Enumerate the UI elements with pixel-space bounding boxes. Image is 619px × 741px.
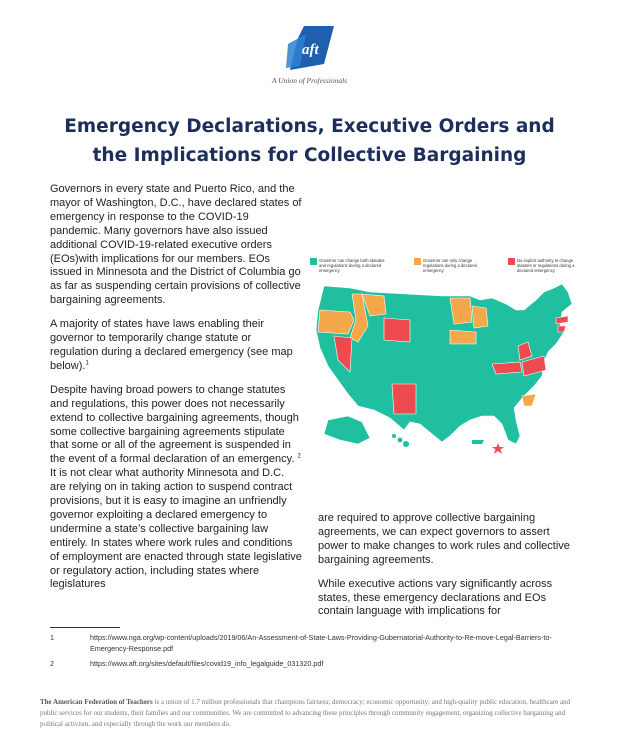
us-states-map — [310, 280, 592, 458]
title-line-1: Emergency Declarations, Executive Orders and — [64, 116, 555, 137]
paragraph-2-text: A majority of states have laws enabling their governor to temporarily change statute or regulation during a declared emergency (see map below). — [50, 318, 293, 372]
footnote-1 — [50, 632, 570, 654]
footnote-2-link[interactable]: https://www.aft.org/sites/default/files/covid19_info_legalguide_031320.pdf — [90, 659, 324, 668]
left-column — [50, 183, 302, 602]
footer-text: is a union of 1.7 million professionals that champions fairness; democracy; economic opportunity; and high-quality public education, healthcare and public services for our students, their families and our communities. We are committed to advancing these principles through community engagement, organizing collective bargaining and political activism, and especially through the work our members do. — [40, 698, 571, 728]
state-iowa — [450, 330, 476, 344]
footer-org-name: The American Federation of Teachers — [40, 698, 153, 706]
state-minnesota — [450, 298, 472, 324]
paragraph-3-text-a: Despite having broad powers to change statutes and regulations, this power does not necessarily extend to collective bargaining agreements, though some collective bargaining agreements stipulate that some or all of the agreement is suspended in the event of a formal declaration of an emergency. — [50, 383, 299, 466]
state-wyoming — [384, 318, 410, 342]
state-hawaii-2 — [398, 438, 403, 443]
state-new-mexico — [392, 384, 416, 414]
title-line-2: the Implications for Collective Bargaining — [92, 145, 527, 166]
legend-label-both: Governor can change both statutes and regulations during a declared emergency — [319, 258, 385, 273]
state-south-carolina — [522, 394, 536, 406]
us-map-figure — [310, 258, 592, 458]
right-column — [318, 512, 576, 629]
dc-star-icon — [492, 443, 504, 454]
tagline: A Union of Professionals — [271, 76, 348, 85]
logo-text: aft — [302, 42, 319, 58]
paragraph-1: Governors in every state and Puerto Rico, and the mayor of Washington, D.C., have declared states of emergency in response to the COVID-19 pandemic. Many governors have also issued additional COVID-19-related executive orders (EOs)with implications for our members. EOs issued in Minnesota and the District of Columbia go as far as suspending certain provisions of collective bargaining agreements. — [50, 183, 302, 307]
state-kentucky — [492, 362, 522, 374]
footnote-ref-1[interactable]: 1 — [85, 360, 89, 367]
footnote-divider — [50, 627, 120, 628]
paragraph-2 — [50, 318, 302, 374]
paragraph-4: While executive actions vary significantly across states, these emergency declarations and EOs contain language with implications for — [318, 577, 553, 618]
footnote-ref-2[interactable]: 2 — [297, 453, 301, 460]
legend-swatch-red — [508, 258, 515, 265]
footnote-2 — [50, 658, 570, 669]
legend-label-none: No explicit authority to change statutes or regulations during a declared emergency — [517, 258, 575, 273]
state-puerto-rico — [472, 440, 484, 444]
legend-item-both — [310, 258, 389, 273]
state-wisconsin — [472, 306, 488, 328]
footnote-1-number: 1 — [50, 633, 54, 642]
aft-logo — [284, 24, 338, 72]
legend-item-none — [508, 258, 587, 273]
page-title — [20, 112, 599, 170]
state-hawaii-3 — [403, 441, 409, 447]
state-alaska — [324, 416, 370, 444]
state-oregon — [318, 310, 354, 334]
paragraph-3-continued: are required to approve collective bargaining agreements, we can expect governors to assert power to make changes to work rules and collective bargaining agreements. — [318, 512, 570, 566]
legend-label-regulations: Governor can only change regulations during a declared emergency — [423, 258, 478, 273]
legend-swatch-teal — [310, 258, 317, 265]
state-connecticut — [558, 326, 566, 332]
paragraph-3-text-b: It is not clear what authority Minnesota and D.C. are relying on in taking action to suspend contract provisions, but it is easy to imagine an unfriendly governor exploiting a declared emergency to undermine a state’s collective bargaining law entirely. In states where work rules and conditions of employment are enacted through state legislative or regulatory action, including states where legislatures — [50, 467, 302, 591]
paragraph-3 — [50, 384, 302, 593]
footnote-2-number: 2 — [50, 659, 54, 668]
legend-swatch-orange — [414, 258, 421, 265]
legend-item-regulations — [414, 258, 493, 273]
footer-statement — [40, 697, 588, 730]
state-hawaii-1 — [392, 434, 396, 438]
footnote-1-link[interactable]: https://www.nga.org/wp-content/uploads/2019/06/An-Assessment-of-State-Laws-Providing-Gubernatorial-Authority-to-Re-move-Legal-Barriers-to-Emergency-Response.pdf — [90, 633, 552, 653]
